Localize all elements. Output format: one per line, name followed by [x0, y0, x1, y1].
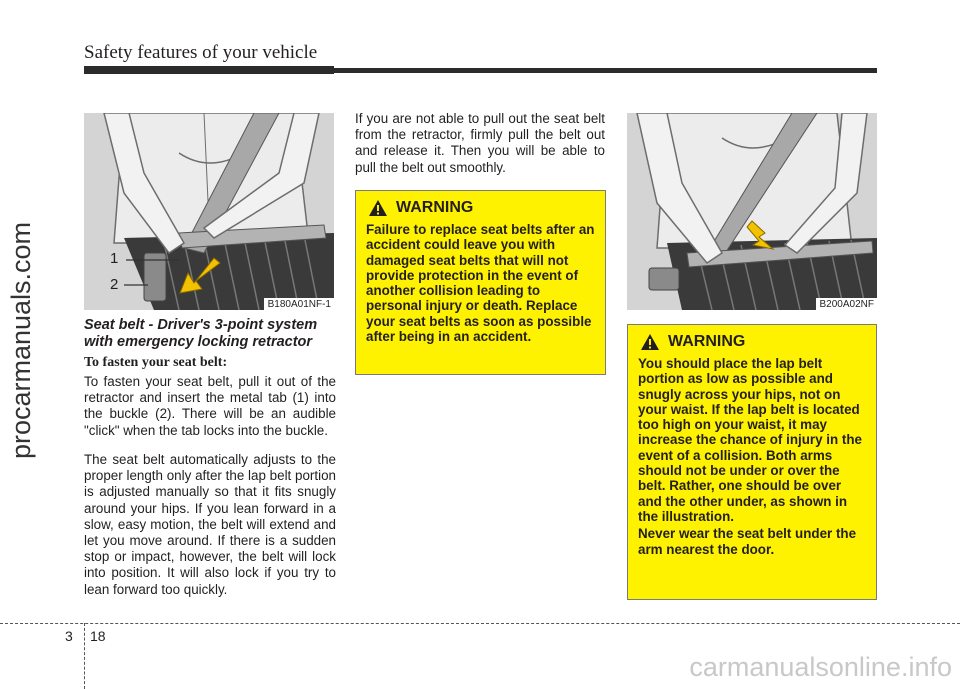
figure-caption: Seat belt - Driver's 3-point system with emergency locking retractor: [84, 317, 318, 350]
warning-text: Failure to replace seat belts after an accident could leave you with damaged seat belts that will not provide protection in the event of another collision leading to personal injury or death. Replace your seat belts as soon as possible after being in an accident.: [366, 222, 595, 345]
warning-title: WARNING: [396, 199, 474, 216]
paragraph-fasten-instructions: To fasten your seat belt, pull it out of the retractor and insert the metal tab (1) into the buckle (2). There will be an audible "click" when the tab locks into the buckle.: [84, 374, 336, 438]
warning-header: [368, 199, 595, 217]
warning-text-arm: Never wear the seat belt under the arm nearest the door.: [638, 526, 857, 557]
warning-triangle-icon: [640, 333, 660, 351]
figure-code-left: B180A01NF-1: [264, 298, 334, 310]
header-rule-accent: [84, 66, 334, 74]
figure-code-right: B200A02NF: [816, 298, 877, 310]
footer-divider: [84, 623, 85, 689]
warning-box-replace-belts: [355, 190, 606, 375]
warning-triangle-icon: [368, 199, 388, 217]
warning-header: [640, 333, 866, 351]
figure-fastening-belt: [84, 113, 334, 310]
watermark-bottom: carmanualsonline.info: [689, 652, 952, 682]
paragraph-auto-adjust: The seat belt automatically adjusts to the proper length only after the lap belt portion is adjusted manually so that it fits snugly around your hips. If you lean forward in a slow, easy motion, the belt will extend and let you move around. If there is a sudden stop or impact, however, the belt will lock into position. It will also lock if you try to lean forward too quickly.: [84, 452, 336, 597]
warning-title: WARNING: [668, 333, 746, 350]
page-number: 18: [90, 628, 106, 644]
figure-fastening-belt-illustration: [84, 113, 334, 310]
watermark-left: [2, 80, 42, 600]
warning-text-lap-belt: You should place the lap belt portion as low as possible and snugly across your hips, not on your waist. If the lap belt is located too high on your waist, it may increase the chance of injury in the event of a collision. Both arms should not be under or over the belt. Rather, one should be over and the other under, as shown in the illustration.: [638, 356, 862, 524]
callout-1: 1: [110, 250, 119, 267]
figure-lap-belt-illustration: [627, 113, 877, 310]
footer-rule: [0, 623, 960, 624]
page-header-title: Safety features of your vehicle: [84, 42, 318, 63]
watermark-left-text: procarmanuals.com: [6, 221, 37, 459]
page-section-number: 3: [65, 628, 73, 644]
paragraph-retractor: If you are not able to pull out the seat belt from the retractor, firmly pull the belt out and release it. Then you will be able to pull the belt out smoothly.: [355, 111, 605, 175]
callout-2: 2: [110, 276, 119, 293]
sub-heading-fasten: To fasten your seat belt:: [84, 355, 228, 370]
warning-box-lap-belt: [627, 324, 877, 600]
figure-lap-belt-position: [627, 113, 877, 310]
